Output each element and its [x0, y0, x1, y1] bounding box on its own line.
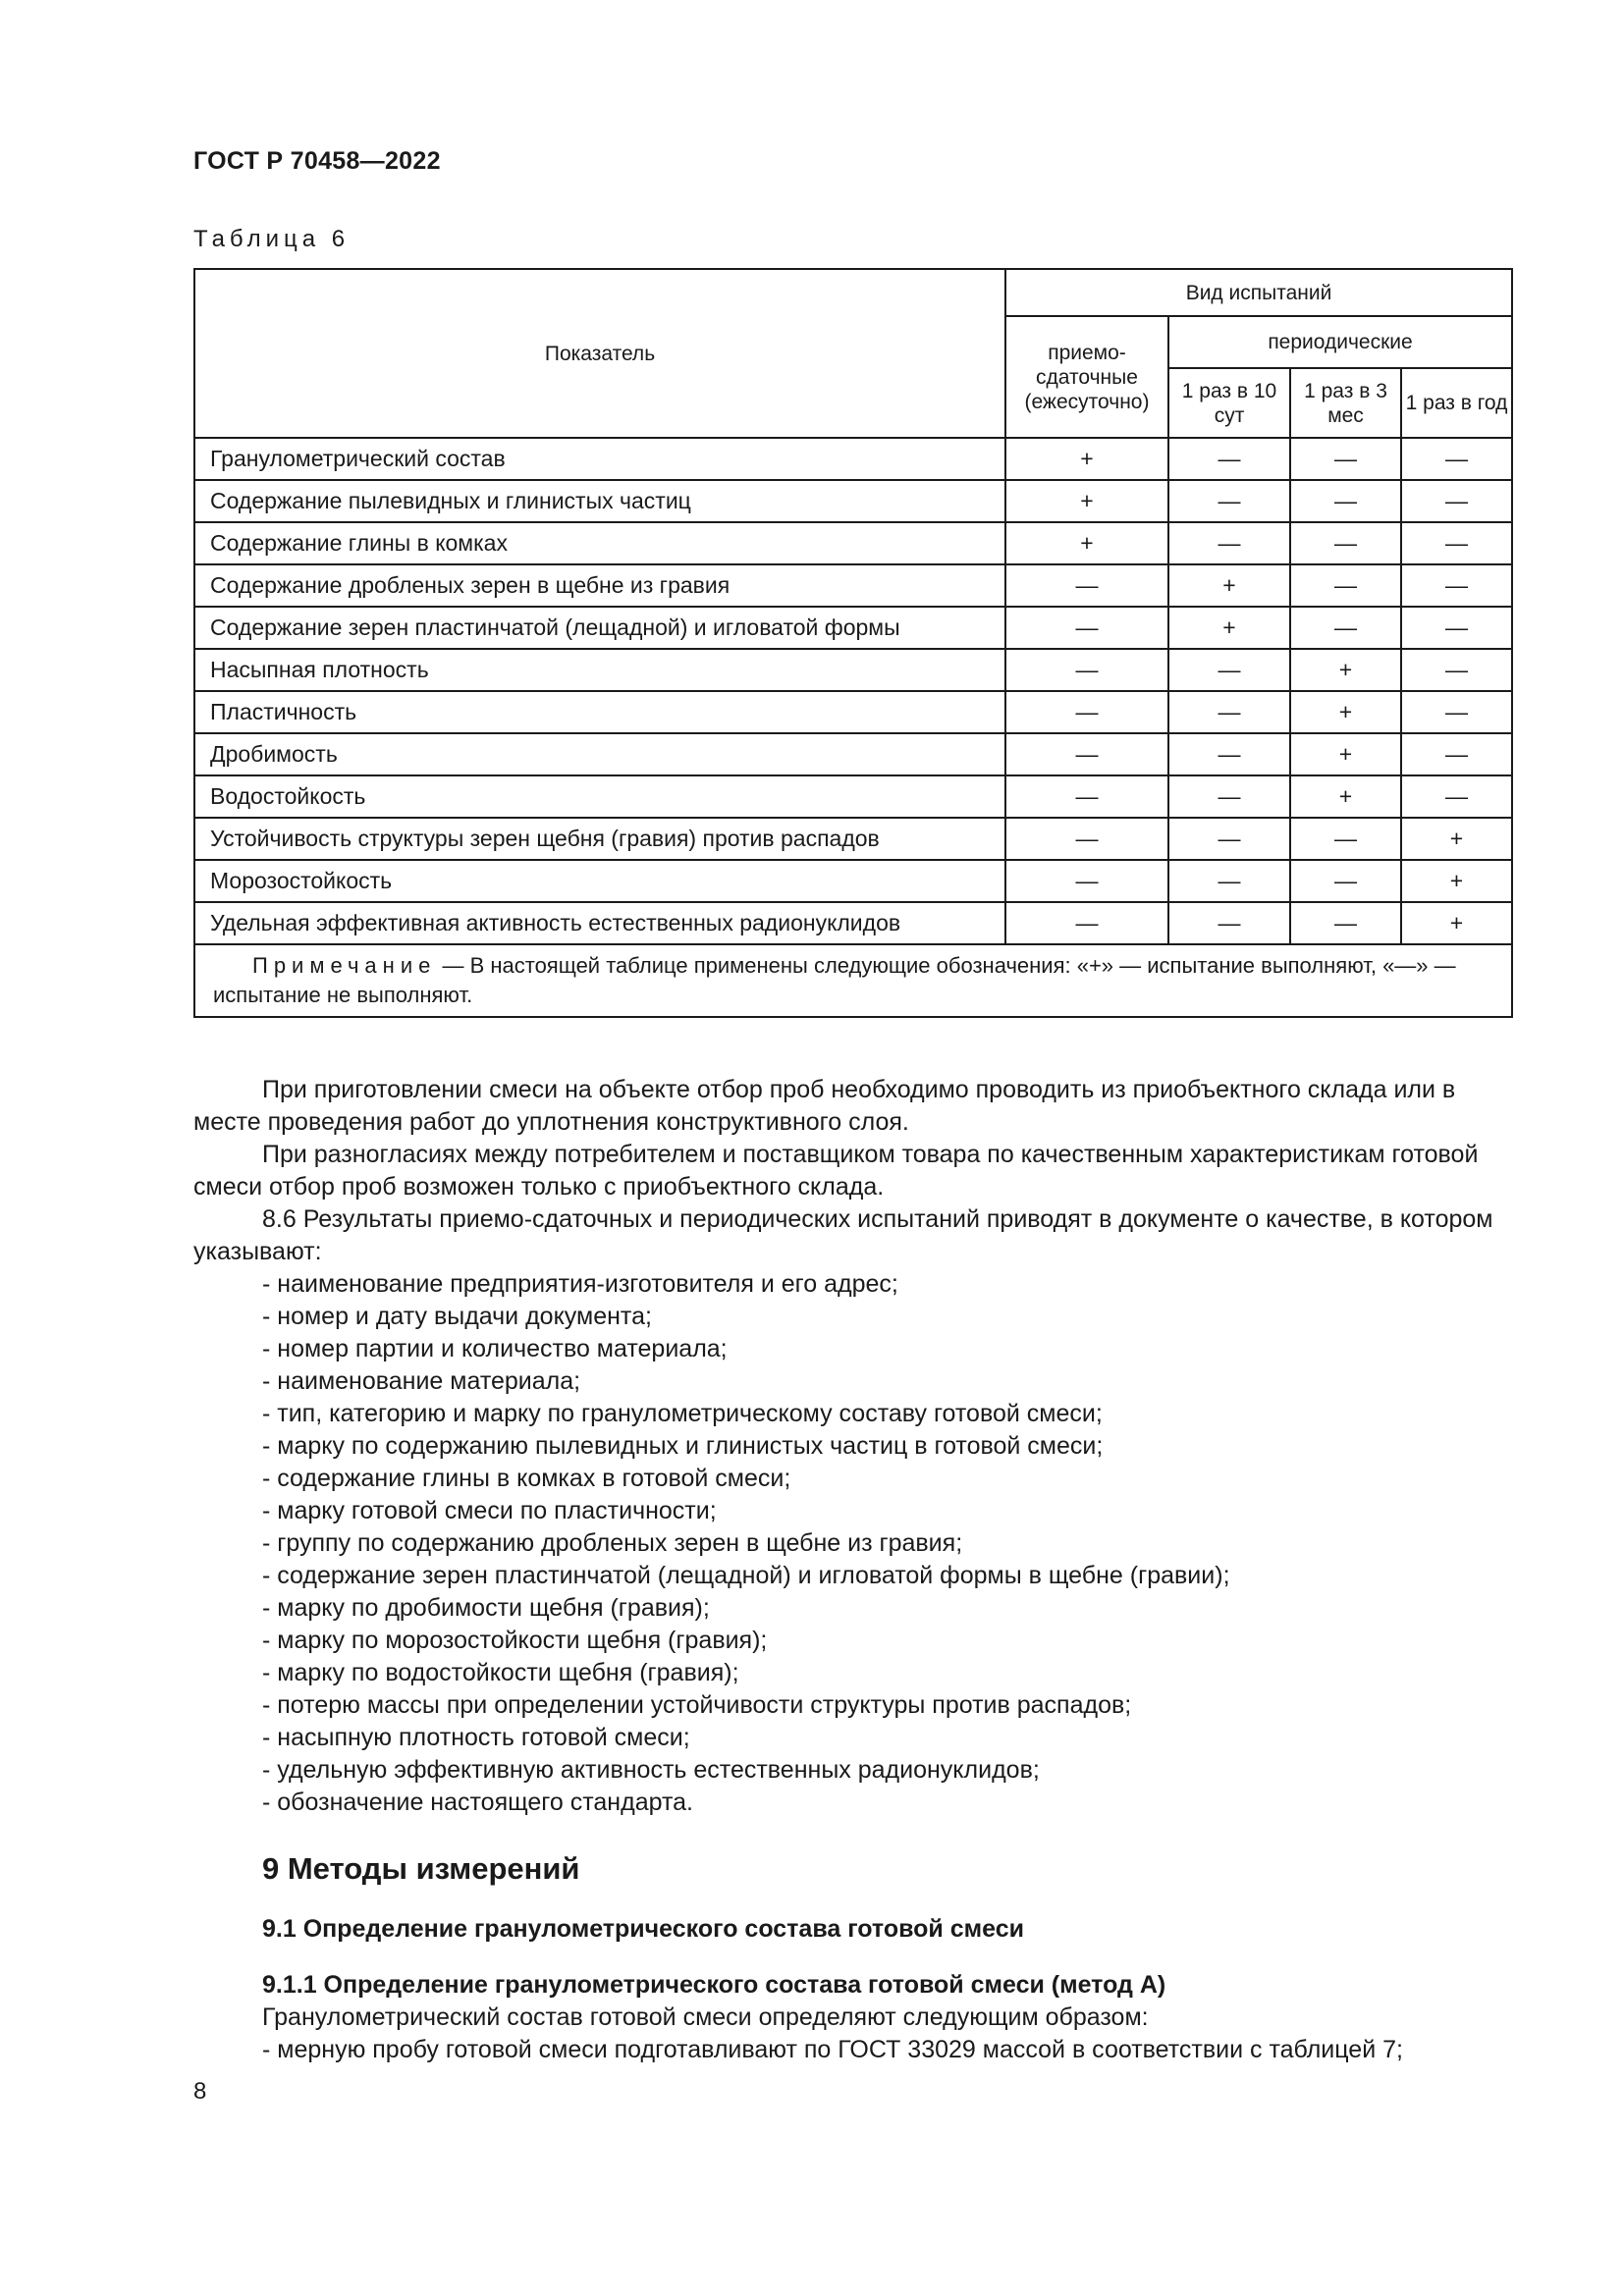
page-number: 8	[193, 2078, 207, 2105]
table-row	[194, 438, 1512, 480]
row-mark: —	[1005, 902, 1168, 944]
header-test-type: Вид испытаний	[1005, 269, 1512, 316]
row-mark: —	[1401, 733, 1512, 775]
list-item: - марку по содержанию пылевидных и глинистых частиц в готовой смеси;	[262, 1432, 1104, 1460]
paragraph: При разногласиях между потребителем и поставщиком товара по качественным характеристикам готовой смеси отбор проб возможен только с приобъектного склада.	[193, 1141, 1479, 1201]
row-mark: —	[1168, 733, 1290, 775]
header-indicator: Показатель	[194, 269, 1005, 438]
row-mark: —	[1290, 480, 1401, 522]
list-item: - содержание зерен пластинчатой (лещадной) и игловатой формы в щебне (гравии);	[262, 1562, 1230, 1589]
list-item: - номер партии и количество материала;	[262, 1335, 728, 1362]
list-item: - марку готовой смеси по пластичности;	[262, 1497, 717, 1524]
list-item: - наименование предприятия-изготовителя и его адрес;	[262, 1270, 898, 1298]
table-row	[194, 522, 1512, 564]
row-mark: —	[1401, 607, 1512, 649]
row-mark: —	[1168, 775, 1290, 818]
row-mark: —	[1290, 522, 1401, 564]
row-mark: —	[1168, 691, 1290, 733]
list-item: - наименование материала;	[262, 1367, 581, 1395]
table-row	[194, 607, 1512, 649]
row-mark: +	[1290, 775, 1401, 818]
table-row	[194, 860, 1512, 902]
row-indicator-name: Дробимость	[194, 733, 1005, 775]
header-periodic: периодические	[1168, 316, 1512, 368]
row-mark: +	[1005, 480, 1168, 522]
row-mark: —	[1168, 860, 1290, 902]
list-item: - марку по морозостойкости щебня (гравия);	[262, 1627, 768, 1654]
row-indicator-name: Содержание дробленых зерен в щебне из гравия	[194, 564, 1005, 607]
paragraph: При приготовлении смеси на объекте отбор проб необходимо проводить из приобъектного склада или в месте проведения работ до уплотнения конструктивного слоя.	[193, 1076, 1456, 1136]
row-mark: —	[1401, 649, 1512, 691]
table-row	[194, 691, 1512, 733]
row-mark: —	[1168, 522, 1290, 564]
row-mark: —	[1168, 480, 1290, 522]
row-mark: —	[1401, 775, 1512, 818]
row-mark: —	[1401, 438, 1512, 480]
paragraph: 8.6 Результаты приемо-сдаточных и периодических испытаний приводят в документе о качестве, в котором указывают:	[193, 1205, 1493, 1265]
row-mark: +	[1168, 564, 1290, 607]
row-mark: —	[1168, 818, 1290, 860]
row-mark: —	[1168, 649, 1290, 691]
row-indicator-name: Водостойкость	[194, 775, 1005, 818]
row-mark: —	[1401, 564, 1512, 607]
table-caption: Таблица 6	[193, 226, 351, 252]
row-mark: +	[1005, 438, 1168, 480]
list-item: - марку по дробимости щебня (гравия);	[262, 1594, 710, 1622]
test-schedule-table	[193, 268, 1513, 1018]
table-row	[194, 564, 1512, 607]
table-row	[194, 480, 1512, 522]
row-mark: —	[1290, 902, 1401, 944]
document-header: ГОСТ Р 70458—2022	[193, 147, 441, 175]
table-note	[194, 944, 1512, 1017]
row-indicator-name: Насыпная плотность	[194, 649, 1005, 691]
subsection-title: 9.1 Определение гранулометрического состава готовой смеси	[262, 1915, 1024, 1943]
row-mark: —	[1005, 649, 1168, 691]
row-mark: +	[1401, 818, 1512, 860]
list-item: - группу по содержанию дробленых зерен в щебне из гравия;	[262, 1529, 963, 1557]
row-mark: —	[1005, 775, 1168, 818]
note-text: — В настоящей таблице применены следующие обозначения: «+» — испытание выполняют, «—» — испытание не выполняют.	[213, 953, 1456, 1007]
row-mark: —	[1168, 438, 1290, 480]
row-mark: —	[1168, 902, 1290, 944]
header-acceptance: приемо-сдаточные (ежесуточно)	[1005, 316, 1168, 438]
table-row	[194, 649, 1512, 691]
row-mark: —	[1290, 438, 1401, 480]
row-mark: —	[1005, 691, 1168, 733]
row-mark: +	[1168, 607, 1290, 649]
list-item: - номер и дату выдачи документа;	[262, 1303, 652, 1330]
row-indicator-name: Удельная эффективная активность естественных радионуклидов	[194, 902, 1005, 944]
header-year: 1 раз в год	[1401, 368, 1512, 438]
paragraph: Гранулометрический состав готовой смеси определяют следующим образом:	[262, 2003, 1149, 2031]
row-mark: —	[1401, 691, 1512, 733]
row-mark: —	[1005, 733, 1168, 775]
row-indicator-name: Устойчивость структуры зерен щебня (гравия) против распадов	[194, 818, 1005, 860]
note-label: Примечание	[252, 953, 437, 978]
row-mark: —	[1005, 564, 1168, 607]
row-mark: —	[1290, 860, 1401, 902]
list-item: - тип, категорию и марку по гранулометрическому составу готовой смеси;	[262, 1400, 1103, 1427]
table-row	[194, 775, 1512, 818]
row-mark: —	[1290, 818, 1401, 860]
row-indicator-name: Содержание пылевидных и глинистых частиц	[194, 480, 1005, 522]
row-mark: +	[1401, 902, 1512, 944]
body-text	[193, 1074, 1511, 1819]
list-item: - потерю массы при определении устойчивости структуры против распадов;	[262, 1691, 1132, 1719]
row-mark: —	[1290, 564, 1401, 607]
row-mark: +	[1005, 522, 1168, 564]
row-mark: +	[1290, 691, 1401, 733]
paragraph: - мерную пробу готовой смеси подготавливают по ГОСТ 33029 массой в соответствии с таблицей 7;	[262, 2036, 1403, 2063]
row-mark: —	[1401, 480, 1512, 522]
document-quality-list	[193, 1268, 1511, 1819]
row-mark: —	[1401, 522, 1512, 564]
row-indicator-name: Содержание зерен пластинчатой (лещадной) и игловатой формы	[194, 607, 1005, 649]
table-row	[194, 818, 1512, 860]
list-item: - содержание глины в комках в готовой смеси;	[262, 1465, 791, 1492]
row-indicator-name: Пластичность	[194, 691, 1005, 733]
header-10-days: 1 раз в 10 сут	[1168, 368, 1290, 438]
row-indicator-name: Гранулометрический состав	[194, 438, 1005, 480]
row-mark: +	[1290, 733, 1401, 775]
row-mark: —	[1005, 860, 1168, 902]
table-body	[194, 438, 1512, 944]
list-item: - насыпную плотность готовой смеси;	[262, 1724, 690, 1751]
subsubsection-title: 9.1.1 Определение гранулометрического состава готовой смеси (метод А)	[262, 1971, 1166, 1999]
list-item: - марку по водостойкости щебня (гравия);	[262, 1659, 739, 1686]
row-mark: —	[1005, 607, 1168, 649]
table-row	[194, 733, 1512, 775]
list-item: - обозначение настоящего стандарта.	[262, 1789, 693, 1816]
list-item: - удельную эффективную активность естественных радионуклидов;	[262, 1756, 1040, 1784]
method-text	[262, 2002, 1511, 2066]
row-indicator-name: Содержание глины в комках	[194, 522, 1005, 564]
header-3-months: 1 раз в 3 мес	[1290, 368, 1401, 438]
row-indicator-name: Морозостойкость	[194, 860, 1005, 902]
table-row	[194, 902, 1512, 944]
section-title: 9 Методы измерений	[262, 1851, 580, 1886]
row-mark: +	[1290, 649, 1401, 691]
row-mark: +	[1401, 860, 1512, 902]
row-mark: —	[1290, 607, 1401, 649]
row-mark: —	[1005, 818, 1168, 860]
